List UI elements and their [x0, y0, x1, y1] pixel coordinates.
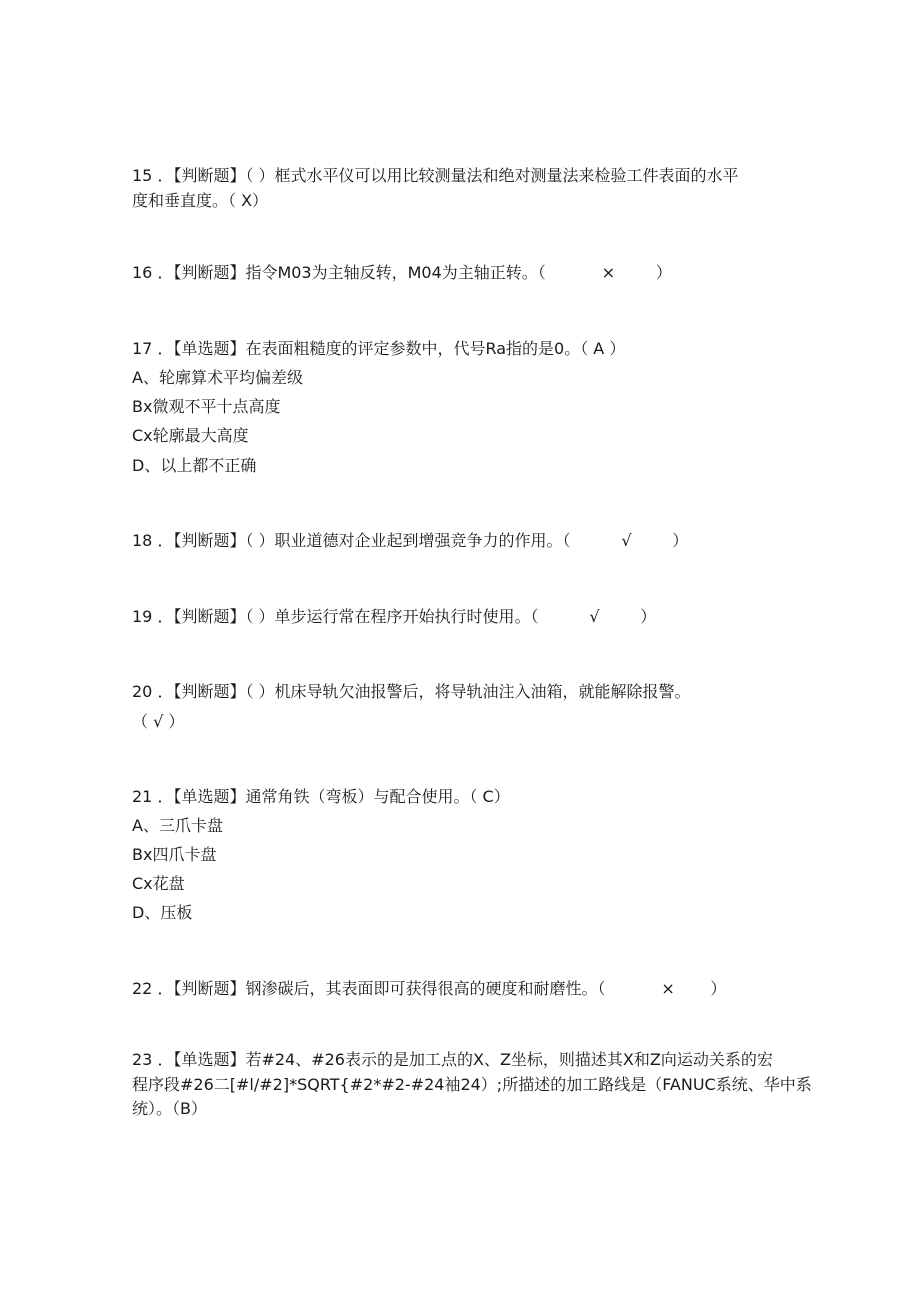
q23-line1: 23 ．【单选题】若#24、#26表示的是加工点的X、Z坐标，则描述其X和Z向运动关系的宏 — [132, 1050, 773, 1069]
q15-line2: 度和垂直度。（ X） — [132, 191, 269, 210]
q23-line3: 统）。（B） — [132, 1099, 207, 1118]
q17-option-b: Bx微观不平十点高度 — [132, 397, 281, 416]
q17-option-c: Cx轮廓最大高度 — [132, 426, 249, 445]
q20-line1: 20 ．【判断题】（ ）机床导轨欠油报警后，将导轨油注入油箱，就能解除报警。 — [132, 682, 691, 701]
q21-line: 21 ．【单选题】通常角铁（弯板）与配合使用。（ C） — [132, 787, 510, 806]
q21-option-c: Cx花盘 — [132, 874, 185, 893]
q19-line: 19 ．【判断题】（ ）单步运行常在程序开始执行时使用。（ √ ） — [132, 607, 657, 626]
q21-option-b: Bx四爪卡盘 — [132, 845, 217, 864]
q17-line: 17 ．【单选题】在表面粗糙度的评定参数中，代号Ra指的是0。（ A ） — [132, 339, 626, 358]
q23-line2: 程序段#26二[#l/#2]*SQRT{#2*#2-#24袖24）;所描述的加工路线是（FANUC系统、华中系 — [132, 1075, 812, 1094]
q16-line: 16 ．【判断题】指令M03为主轴反转，M04为主轴正转。（ × ） — [132, 263, 672, 282]
q22-line: 22 ．【判断题】钢渗碳后，其表面即可获得很高的硬度和耐磨性。（ × ） — [132, 979, 727, 998]
q17-option-a: A、轮廓算术平均偏差级 — [132, 368, 303, 387]
q15-line1: 15 ．【判断题】（ ）框式水平仪可以用比较测量法和绝对测量法来检验工件表面的水平 — [132, 166, 739, 185]
q20-line2: （ √ ） — [132, 712, 185, 731]
q17-option-d: D、以上都不正确 — [132, 456, 257, 475]
q21-option-d: D、压板 — [132, 903, 193, 922]
q18-line: 18 ．【判断题】（ ）职业道德对企业起到增强竞争力的作用。（ √ ） — [132, 531, 689, 550]
q21-option-a: A、三爪卡盘 — [132, 816, 223, 835]
